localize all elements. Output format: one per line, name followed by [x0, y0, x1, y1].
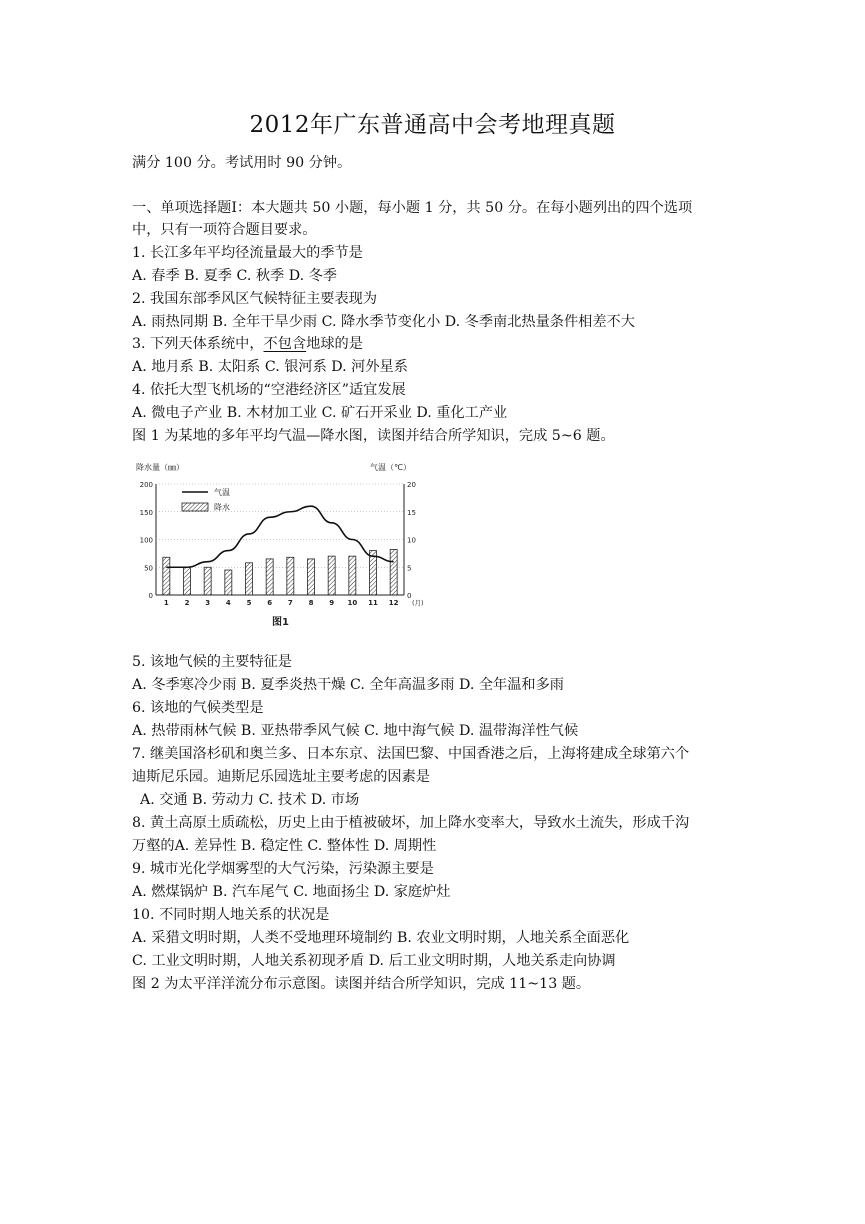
left-axis-title: 降水量（㎜）	[136, 463, 184, 472]
x-tick-label: 9	[329, 599, 335, 607]
precip-bar	[163, 557, 170, 595]
precip-bar	[308, 559, 315, 595]
section1-instructions-line2: 中，只有一项符合题目要求。	[132, 222, 317, 238]
question-9: 9. 城市光化学烟雾型的大气污染，污染源主要是	[132, 861, 434, 877]
precip-bar	[246, 563, 253, 595]
x-tick-label: 12	[388, 599, 399, 607]
figure-1-climate-chart	[132, 460, 422, 640]
question-7-line2: 迪斯尼乐园。迪斯尼乐园选址主要考虑的因素是	[132, 769, 430, 785]
figure-1-intro: 图 1 为某地的多年平均气温—降水图，读图并结合所学知识，完成 5~6 题。	[132, 428, 615, 444]
precip-bar	[184, 567, 191, 595]
question-7-options: A. 交通 B. 劳动力 C. 技术 D. 市场	[140, 792, 360, 808]
question-10-options-line2: C. 工业文明时期，人地关系初现矛盾 D. 后工业文明时期，人地关系走向协调	[132, 953, 616, 969]
figure-caption: 图1	[272, 617, 289, 628]
question-1-options: A. 春季 B. 夏季 C. 秋季 D. 冬季	[132, 268, 337, 284]
legend-precip-label: 降水	[214, 503, 230, 512]
x-tick-label: 11	[368, 599, 378, 607]
x-tick-label: 2	[184, 599, 190, 607]
precip-bar	[390, 549, 397, 595]
legend-precip-swatch	[182, 503, 208, 511]
right-tick-label: 5	[407, 564, 412, 573]
precip-bar	[204, 567, 211, 595]
legend-temp-label: 气温	[214, 488, 230, 497]
question-3-underlined: 不包含	[263, 336, 307, 352]
question-8-line1: 8. 黄土高原土质疏松，历史上由于植被破坏，加上降水变率大，导致水土流失，形成千沟	[132, 815, 690, 831]
question-2-options: A. 雨热同期 B. 全年干旱少雨 C. 降水季节变化小 D. 冬季南北热量条件相差不大	[132, 314, 635, 330]
question-10-options-line1: A. 采猎文明时期，人类不受地理环境制约 B. 农业文明时期，人地关系全面恶化	[132, 930, 630, 946]
question-3-options: A. 地月系 B. 太阳系 C. 银河系 D. 河外星系	[132, 359, 408, 375]
x-tick-label: 6	[267, 599, 273, 607]
left-tick-label: 150	[139, 508, 153, 517]
x-tick-label: 5	[246, 599, 252, 607]
precip-bar	[328, 556, 335, 595]
question-5: 5. 该地气候的主要特征是	[132, 654, 292, 670]
left-tick-label: 200	[139, 481, 153, 489]
question-5-options: A. 冬季寒冷少雨 B. 夏季炎热干燥 C. 全年高温多雨 D. 全年温和多雨	[132, 677, 564, 693]
right-axis-title: 气温（℃）	[370, 463, 411, 472]
temperature-line	[166, 506, 393, 567]
right-tick-label: 20	[407, 481, 416, 489]
x-tick-label: 4	[225, 599, 231, 607]
figure-2-intro: 图 2 为太平洋洋流分布示意图。读图并结合所学知识，完成 11~13 题。	[132, 976, 591, 992]
question-3-prefix: 3. 下列天体系统中，	[132, 336, 264, 352]
page-title: 2012年广东普通高中会考地理真题	[249, 112, 616, 138]
x-tick-label: 10	[347, 599, 358, 607]
question-6: 6. 该地的气候类型是	[132, 700, 264, 716]
x-tick-label: 7	[287, 599, 293, 607]
question-8-line2: 万壑的A. 差异性 B. 稳定性 C. 整体性 D. 周期性	[132, 838, 437, 854]
x-tick-label: 8	[308, 599, 314, 607]
question-2: 2. 我国东部季风区气候特征主要表现为	[132, 291, 378, 307]
right-tick-label: 15	[407, 508, 416, 517]
precip-bar	[287, 557, 294, 595]
question-3-suffix: 地球的是	[306, 336, 363, 352]
precip-bar	[266, 559, 273, 595]
question-4: 4. 依托大型飞机场的“空港经济区”适宜发展	[132, 382, 406, 398]
x-tick-label: 3	[205, 599, 211, 607]
question-7-line1: 7. 继美国洛杉矶和奥兰多、日本东京、法国巴黎、中国香港之后，上海将建成全球第六个	[132, 746, 690, 762]
right-tick-label: 10	[407, 536, 416, 545]
question-3	[132, 334, 363, 354]
precip-bar	[370, 551, 377, 595]
section1-instructions-line1: 一、单项选择题Ⅰ：本大题共 50 小题，每小题 1 分，共 50 分。在每小题列出的四个选项	[132, 200, 693, 216]
question-1: 1. 长江多年平均径流量最大的季节是	[132, 245, 363, 261]
x-axis-unit: (月)	[412, 599, 424, 607]
left-tick-label: 0	[148, 592, 153, 600]
x-tick-label: 1	[163, 599, 169, 607]
precip-bar	[349, 556, 356, 595]
left-tick-label: 100	[139, 536, 153, 545]
question-10: 10. 不同时期人地关系的状况是	[132, 907, 330, 923]
precip-bar	[225, 570, 232, 595]
exam-intro: 满分 100 分。考试用时 90 分钟。	[132, 155, 352, 171]
question-4-options: A. 微电子产业 B. 木材加工业 C. 矿石开采业 D. 重化工产业	[132, 405, 508, 421]
question-6-options: A. 热带雨林气候 B. 亚热带季风气候 C. 地中海气候 D. 温带海洋性气候	[132, 723, 579, 739]
question-9-options: A. 燃煤锅炉 B. 汽车尾气 C. 地面扬尘 D. 家庭炉灶	[132, 884, 451, 900]
left-tick-label: 50	[144, 564, 153, 573]
right-tick-label: 0	[407, 592, 412, 600]
